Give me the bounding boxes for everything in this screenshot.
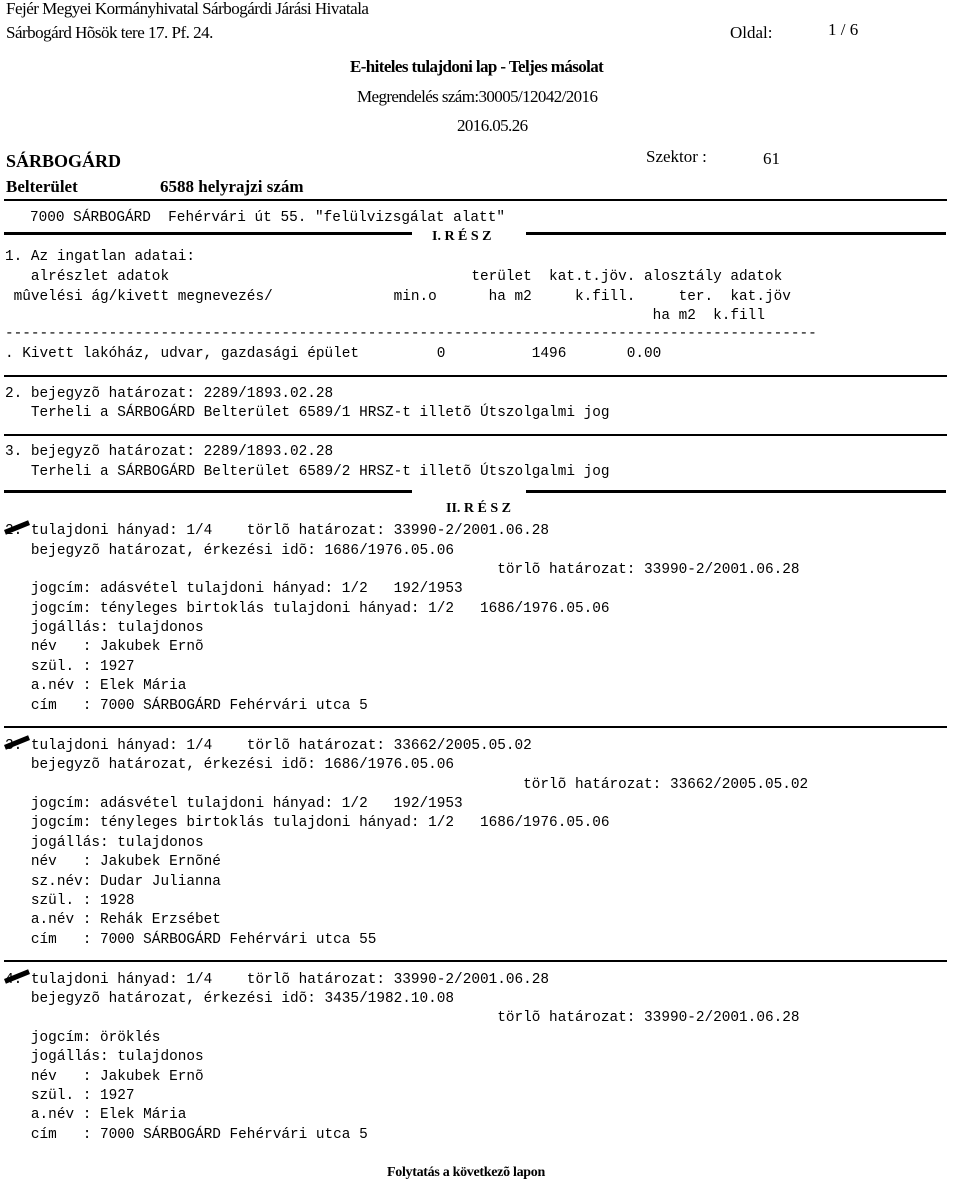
- order-number: Megrendelés szám:30005/12042/2016: [357, 87, 598, 106]
- owner-2-legal-status: jogállás: tulajdonos: [5, 620, 204, 636]
- owner-3-cancellation: törlõ határozat: 33662/2005.05.02: [5, 777, 809, 793]
- owner-2-name: név : Jakubek Ernõ: [5, 639, 204, 655]
- document-date: 2016.05.26: [457, 116, 528, 135]
- owner-2-registration: bejegyzõ határozat, érkezési idõ: 1686/1976.05.06: [5, 543, 455, 559]
- encumbrance-3-text: Terheli a SÁRBOGÁRD Belterület 6589/2 HRSZ-t illetõ Útszolgalmi jog: [5, 464, 610, 480]
- property-data-line-1: 1. Az ingatlan adatai:: [5, 249, 195, 265]
- part1-rule-left: [4, 232, 412, 235]
- owner-3-legal-status: jogállás: tulajdonos: [5, 835, 204, 851]
- part2-title: II. R É S Z: [446, 501, 511, 516]
- entry-divider: [4, 434, 947, 436]
- owner-2-birth-year: szül. : 1927: [5, 659, 135, 675]
- owner-4-legal-status: jogállás: tulajdonos: [5, 1049, 204, 1065]
- owner-3-address: cím : 7000 SÁRBOGÁRD Fehérvári utca 55: [5, 932, 377, 948]
- page-number: 1 / 6: [828, 20, 859, 39]
- owner-4-share: 4. tulajdoni hányad: 1/4 törlõ határozat: 33990-2/2001.06.28: [5, 972, 550, 988]
- owner-2-address: cím : 7000 SÁRBOGÁRD Fehérvári utca 5: [5, 698, 368, 714]
- office-name: Fejér Megyei Kormányhivatal Sárbogárdi Járási Hivatala: [6, 0, 369, 18]
- owner-4-cancellation: törlõ határozat: 33990-2/2001.06.28: [5, 1010, 800, 1026]
- office-address: Sárbogárd Hõsök tere 17. Pf. 24.: [6, 23, 213, 42]
- sector-value: 61: [763, 149, 780, 168]
- part1-title: I. R É S Z: [432, 229, 492, 244]
- property-data-line-3: mûvelési ág/kivett megnevezés/ min.o ha m2 k.fill. ter. kat.jöv: [5, 289, 791, 305]
- page-label: Oldal:: [730, 23, 773, 42]
- owner-4-mother-name: a.név : Elek Mária: [5, 1107, 187, 1123]
- property-address: 7000 SÁRBOGÁRD Fehérvári út 55. "felülvizsgálat alatt": [30, 210, 505, 226]
- property-data-separator: ----------------------------------------------------------------------------------------------: [5, 326, 817, 342]
- owner-2-share: 2. tulajdoni hányad: 1/4 törlõ határozat: 33990-2/2001.06.28: [5, 523, 550, 539]
- entry-divider: [4, 960, 947, 962]
- owner-2-title-purchase: jogcím: adásvétel tulajdoni hányad: 1/2 192/1953: [5, 581, 463, 597]
- area-type: Belterület: [6, 177, 78, 196]
- owner-4-birth-year: szül. : 1927: [5, 1088, 135, 1104]
- owner-2-cancellation: törlõ határozat: 33990-2/2001.06.28: [5, 562, 800, 578]
- owner-4-address: cím : 7000 SÁRBOGÁRD Fehérvári utca 5: [5, 1127, 368, 1143]
- encumbrance-2-resolution: 2. bejegyzõ határozat: 2289/1893.02.28: [5, 386, 334, 402]
- owner-4-title-inheritance: jogcím: öröklés: [5, 1030, 161, 1046]
- owner-2-mother-name: a.név : Elek Mária: [5, 678, 187, 694]
- owner-4-registration: bejegyzõ határozat, érkezési idõ: 3435/1982.10.08: [5, 991, 455, 1007]
- part2-rule-right: [526, 490, 946, 493]
- owner-3-birth-name: sz.név: Dudar Julianna: [5, 874, 221, 890]
- owner-4-name: név : Jakubek Ernõ: [5, 1069, 204, 1085]
- owner-3-mother-name: a.név : Rehák Erzsébet: [5, 912, 221, 928]
- owner-3-title-purchase: jogcím: adásvétel tulajdoni hányad: 1/2 192/1953: [5, 796, 463, 812]
- document-title: E-hiteles tulajdoni lap - Teljes másolat: [350, 57, 604, 76]
- property-data-line-4: ha m2 k.fill: [5, 308, 765, 324]
- owner-2-title-possession: jogcím: tényleges birtoklás tulajdoni hányad: 1/2 1686/1976.05.06: [5, 601, 610, 617]
- part1-rule-right: [526, 232, 946, 235]
- sector-label: Szektor :: [646, 147, 707, 166]
- part2-rule-left: [4, 490, 412, 493]
- settlement-name: SÁRBOGÁRD: [6, 151, 122, 171]
- parcel-number: 6588 helyrajzi szám: [160, 177, 304, 196]
- entry-divider: [4, 726, 947, 728]
- property-data-row: . Kivett lakóház, udvar, gazdasági épület 0 1496 0.00: [5, 346, 662, 362]
- property-data-line-2: alrészlet adatok terület kat.t.jöv. alosztály adatok: [5, 269, 783, 285]
- owner-3-birth-year: szül. : 1928: [5, 893, 135, 909]
- owner-3-title-possession: jogcím: tényleges birtoklás tulajdoni hányad: 1/2 1686/1976.05.06: [5, 815, 610, 831]
- owner-3-share: 3. tulajdoni hányad: 1/4 törlõ határozat: 33662/2005.05.02: [5, 738, 532, 754]
- continuation-note: Folytatás a következõ lapon: [387, 1165, 545, 1180]
- owner-3-registration: bejegyzõ határozat, érkezési idõ: 1686/1976.05.06: [5, 757, 455, 773]
- entry-divider: [4, 375, 947, 377]
- encumbrance-3-resolution: 3. bejegyzõ határozat: 2289/1893.02.28: [5, 444, 334, 460]
- header-divider: [4, 199, 947, 201]
- owner-3-name: név : Jakubek Ernõné: [5, 854, 221, 870]
- encumbrance-2-text: Terheli a SÁRBOGÁRD Belterület 6589/1 HRSZ-t illetõ Útszolgalmi jog: [5, 405, 610, 421]
